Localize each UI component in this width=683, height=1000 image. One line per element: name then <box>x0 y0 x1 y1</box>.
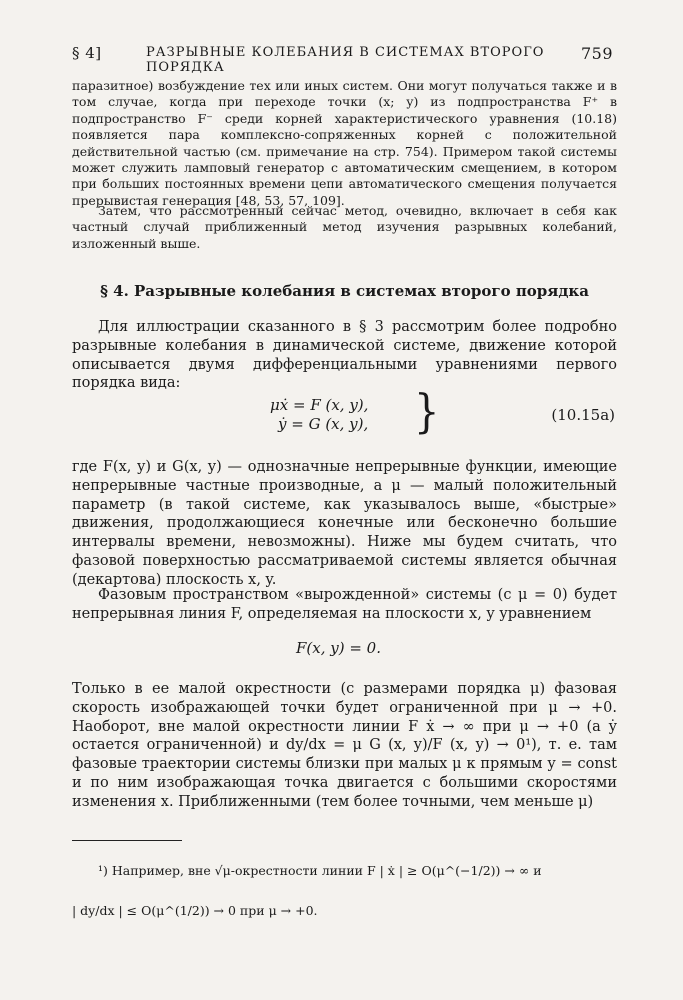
page-number: 759 <box>580 44 613 63</box>
footnote-line-2: | dy/dx | ≤ O(μ^(1/2)) → 0 при μ → +0. <box>72 903 318 918</box>
paragraph-phase-velocity: Только в ее малой окрестности (с размерами порядка μ) фазовая скорость изображающей точки будет ограниченной при μ → +0. Наоборот, вне малой окрестности линии F ẋ → ∞ при μ → +0 (а ẏ остается ограниченной) и dy/dx = μ G (x, y)/F (x, y) → 0¹), т. е. там фазовые траектории системы близки при малых μ к прямым y = const и по ним изображающая точка двигается с большими скоростями изменения x. Приближенными (тем более точными, чем меньше μ) <box>72 681 617 810</box>
paragraph-remark: Затем, что рассмотренный сейчас метод, очевидно, включает в себя как частный случай приближенный метод изучения разрывных колебаний, изложенный выше. <box>72 203 617 251</box>
equation-brace: } <box>414 385 440 439</box>
running-title: РАЗРЫВНЫЕ КОЛЕБАНИЯ В СИСТЕМАХ ВТОРОГО ПОРЯДКА <box>146 45 545 75</box>
section-ref: § 4] <box>72 44 102 62</box>
equation-line-2: ẏ = G (x, y), <box>278 415 369 433</box>
paragraph-continued: паразитное) возбуждение тех или иных систем. Они могут получаться также и в том случае, когда при переходе точки (x; y) из подпространства F⁺ в подпространство F⁻ среди корней характеристического уравнения (10.18) появляется пара комплексно-сопряженных корней с положительной действительной частью (см. примечание на стр. 754). Примером такой системы может служить ламповый генератор с автоматическим смещением, в котором при больших постоянных времени цепи автоматического смещения получается прерывистая генерация [48, 53, 57, 109]. <box>72 78 617 208</box>
equation-curve: F(x, y) = 0. <box>296 639 381 657</box>
paragraph-definitions: где F(x, y) и G(x, y) — однозначные непрерывные функции, имеющие непрерывные частные производные, а μ — малый положительный параметр (в такой системе, как указывалось выше, «быстрые» движения, продолжающиеся конечные или бесконечно большие интервалы времени, невозможны). Ниже мы будем считать, что фазовой поверхностью рассматриваемой системы является обычная (декартова) плоскость x, y. <box>72 459 617 588</box>
footnote-divider <box>72 840 182 841</box>
paragraph-intro: Для иллюстрации сказанного в § 3 рассмотрим более подробно разрывные колебания в динамической системе, движение которой описывается двумя дифференциальными уравнениями первого порядка вида: <box>72 319 617 392</box>
section-heading: § 4. Разрывные колебания в системах второго порядка <box>100 282 589 300</box>
footnote-line-1: ¹) Например, вне √μ-окрестности линии F | ẋ | ≥ O(μ^(−1/2)) → ∞ и <box>98 863 542 878</box>
equation-number: (10.15a) <box>551 406 615 424</box>
equation-line-1: μẋ = F (x, y), <box>270 396 369 414</box>
paragraph-phase-space: Фазовым пространством «вырожденной» системы (с μ = 0) будет непрерывная линия F, определяемая на плоскости x, y уравнением <box>72 587 617 622</box>
running-head <box>72 44 613 75</box>
